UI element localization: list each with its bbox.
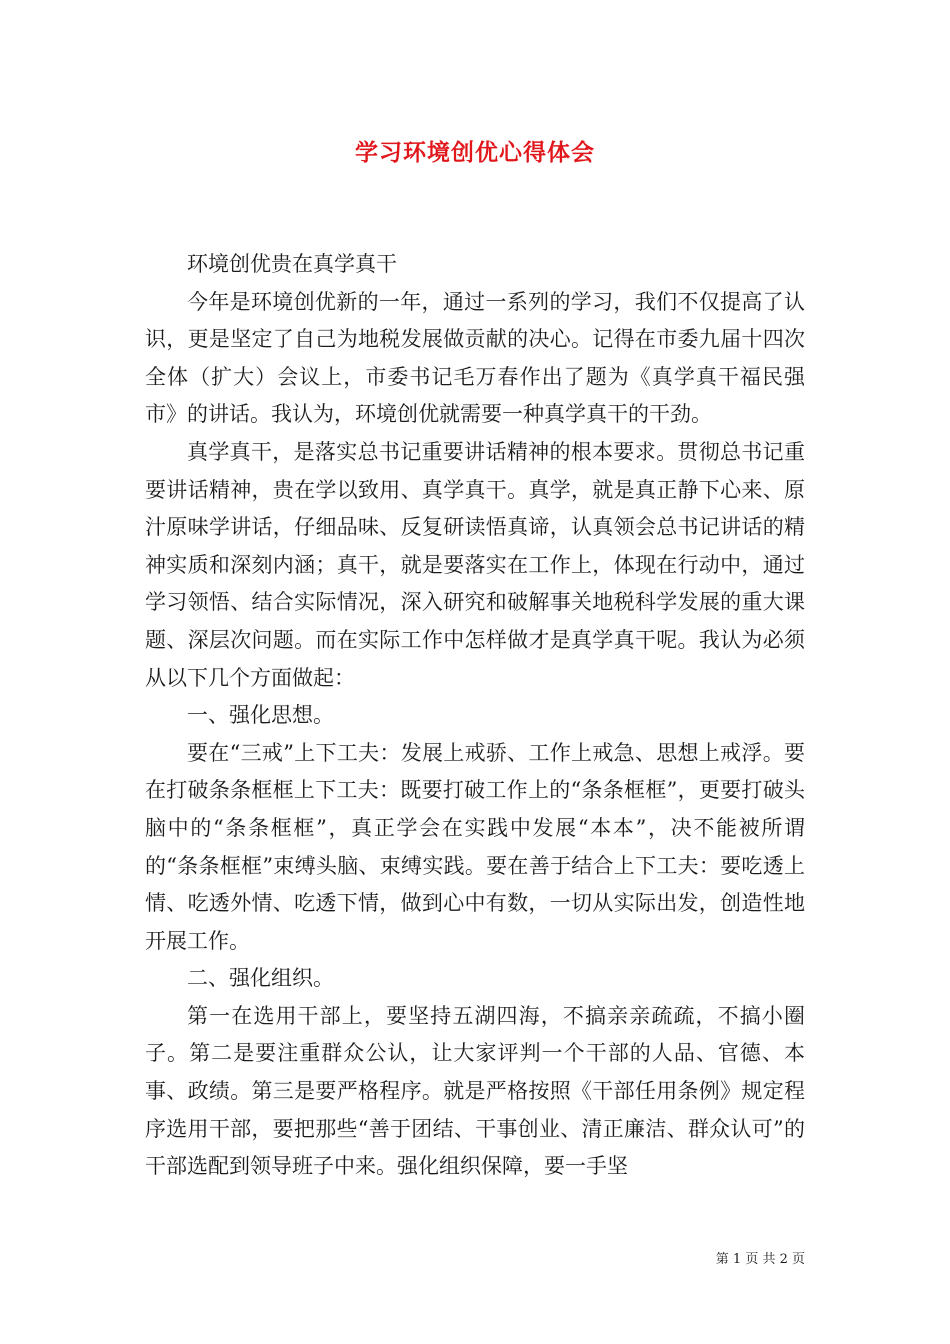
- paragraph-subtitle: 环境创优贵在真学真干: [187, 252, 397, 276]
- document-title: 学习环境创优心得体会: [355, 139, 595, 166]
- paragraph-thought: 要在“三戒”上下工夫：发展上戒骄、工作上戒急、思想上戒浮。要在打破条条框框上下工夫：既要打破工作上的“条条框框”，更要打破头脑中的“条条框框”，真正学会在实践中发展“本本”，决不能被所谓的“条条框框”束缚头脑、束缚实践。要在善于结合上下工夫：要吃透上情、吃透外情、吃透下情，做到心中有数，一切从实际出发，创造性地开展工作。: [145, 740, 805, 953]
- section-heading-thought: 一、强化思想。: [187, 703, 334, 728]
- paragraph-intro: 今年是环境创优新的一年，通过一系列的学习，我们不仅提高了认识，更是坚定了自己为地税发展做贡献的决心。记得在市委九届十四次全体（扩大）会议上，市委书记毛万春作出了题为《真学真干福民强市》的讲话。我认为，环境创优就需要一种真学真干的干劲。: [145, 289, 805, 427]
- paragraph-true-learning: 真学真干，是落实总书记重要讲话精神的根本要求。贯彻总书记重要讲话精神，贵在学以致用、真学真干。真学，就是真正静下心来、原汁原味学讲话，仔细品味、反复研读悟真谛，认真领会总书记讲话的精神实质和深刻内涵；真干，就是要落实在工作上，体现在行动中，通过学习领悟、结合实际情况，深入研究和破解事关地税科学发展的重大课题、深层次问题。而在实际工作中怎样做才是真学真干呢。我认为必须从以下几个方面做起：: [145, 439, 805, 690]
- section-heading-organization: 二、强化组织。: [187, 966, 334, 991]
- document-body: [145, 246, 805, 1186]
- page-number: 第 1 页 共 2 页: [715, 1252, 805, 1267]
- paragraph-organization: 第一在选用干部上，要坚持五湖四海，不搞亲亲疏疏，不搞小圈子。第二是要注重群众公认，让大家评判一个干部的人品、官德、本事、政绩。第三是要严格程序。就是严格按照《干部任用条例》规定程序选用干部，要把那些“善于团结、干事创业、清正廉洁、群众认可”的干部选配到领导班子中来。强化组织保障，要一手坚: [145, 1003, 805, 1179]
